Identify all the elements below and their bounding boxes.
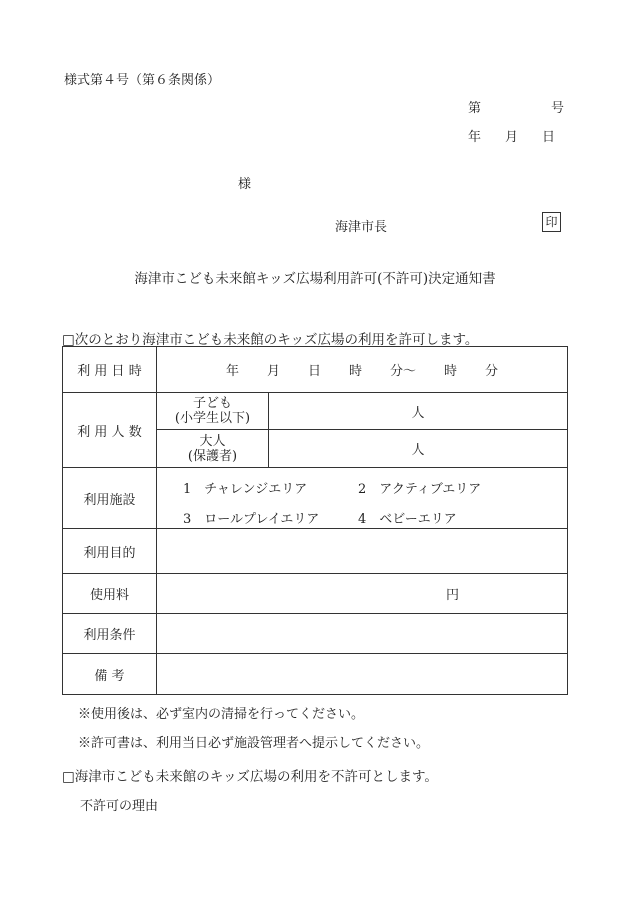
note-cleaning: ※使用後は、必ず室内の清掃を行ってください。: [78, 707, 365, 722]
adults-subtitle: (保護者): [187, 448, 238, 464]
conditions-value: [157, 614, 568, 654]
table-row: [63, 468, 568, 529]
deny-checkbox-statement: □海津市こども未来館のキッズ広場の利用を不許可とします。: [62, 769, 438, 785]
datetime-label: 利 用 日 時: [63, 347, 157, 393]
facility-option-challenge: 1 チャレンジエリア: [183, 482, 308, 497]
dt-minute-end: 分: [485, 364, 499, 379]
dt-month: 月: [266, 364, 280, 379]
facility-option-baby: 4 ベビーエリア: [358, 512, 457, 527]
fee-value: 円: [157, 574, 568, 614]
issuer-name: 海津市長: [335, 220, 388, 235]
purpose-label: 利用目的: [63, 529, 157, 574]
children-label: [157, 393, 269, 430]
remarks-label: 備 考: [63, 654, 157, 695]
children-count-cell: 人: [269, 393, 568, 430]
table-row: [63, 654, 568, 695]
dt-hour-end: 時: [444, 364, 458, 379]
table-row: [63, 574, 568, 614]
number-prefix: 第: [468, 101, 482, 116]
permit-details-table: [62, 346, 568, 695]
facility-option-active: 2 アクティブエリア: [358, 482, 482, 497]
fee-label: 使用料: [63, 574, 157, 614]
table-row: [63, 393, 568, 430]
table-row: [63, 529, 568, 574]
dt-year: 年: [225, 364, 239, 379]
facility-options: [157, 468, 568, 529]
children-title: 子ども: [192, 396, 232, 411]
document-title: 海津市こども未来館キッズ広場利用許可(不許可)決定通知書: [134, 271, 496, 287]
issue-date-line: [468, 126, 555, 145]
people-count-label: 利 用 人 数: [63, 393, 157, 468]
facility-label: 利用施設: [63, 468, 157, 529]
dt-hour-start: 時: [349, 364, 363, 379]
permit-checkbox-statement: □次のとおり海津市こども未来館のキッズ広場の利用を許可します。: [62, 332, 479, 348]
table-row: [63, 614, 568, 654]
adults-title: 大人: [199, 433, 226, 449]
seal-box: 印: [542, 212, 561, 232]
adults-label: [157, 430, 269, 468]
addressee-honorific: 様: [238, 177, 252, 192]
deny-reason-label: 不許可の理由: [80, 799, 159, 814]
dt-minute-start: 分〜: [390, 364, 417, 379]
form-number: 様式第４号（第６条関係）: [64, 73, 221, 88]
conditions-label: 利用条件: [63, 614, 157, 654]
document-number-line: [468, 97, 564, 116]
remarks-value: [157, 654, 568, 695]
children-subtitle: (小学生以下): [174, 411, 251, 426]
year-unit: 年: [468, 130, 482, 145]
number-suffix: 号: [551, 101, 565, 116]
purpose-value: [157, 529, 568, 574]
adults-count-cell: 人: [269, 430, 568, 468]
table-row: [63, 347, 568, 393]
facility-option-roleplay: 3 ロールプレイエリア: [183, 512, 320, 527]
note-present-permit: ※許可書は、利用当日必ず施設管理者へ提示してください。: [78, 736, 430, 751]
day-unit: 日: [542, 130, 556, 145]
dt-day: 日: [307, 364, 321, 379]
month-unit: 月: [505, 130, 519, 145]
datetime-value: [157, 347, 568, 393]
